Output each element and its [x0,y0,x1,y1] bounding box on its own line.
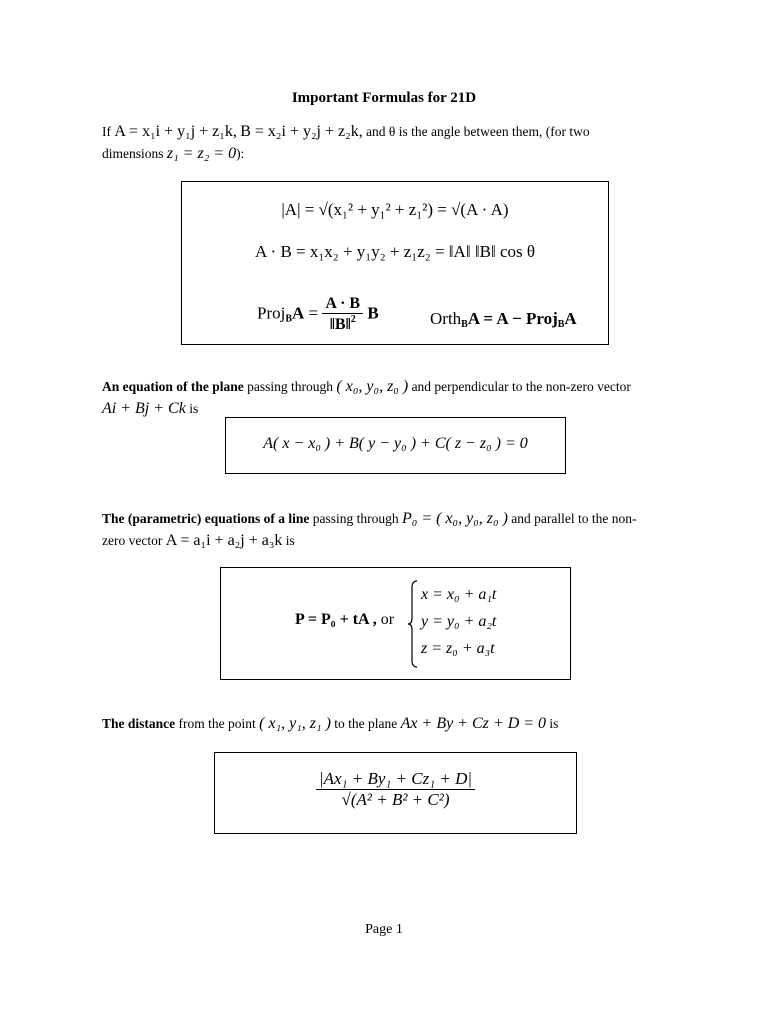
plane-equation: A( x − x₀ ) + B( y − y₀ ) + C( z − z₀ ) = 0 [263,435,528,452]
page-number: Page 1 [365,922,403,937]
distance-fraction [215,769,576,810]
proj-label: Proj [257,303,286,323]
distance-formula-box [214,752,577,834]
intro-dimensions: dimensions [102,146,164,161]
plane-paragraph: An equation of the plane passing through ( x₀, y₀, z₀ ) and perpendicular to the non-zero vector Ai + Bj + Ck is [102,378,631,417]
vector-formulas-box [181,181,609,345]
intro-line2-suffix: ): [236,146,245,161]
direction-vector: A = a₁i + a₂j + a₃k [165,532,283,549]
line-vector-equation: P = P₀ + tA , or [295,611,395,628]
intro-and-theta: and θ [366,124,396,139]
orth-label: Orth [430,309,462,328]
intro-paragraph [102,121,702,165]
brace-icon [408,580,418,668]
intro-angle-text: is the angle between them, (for two [398,124,590,139]
projection-formula: Proj$_B$A = $\frac{A \cdot B}{‖B‖^2}$ B [257,295,379,333]
parametric-z: z = z₀ + a₃t [421,640,495,657]
line-paragraph: The (parametric) equations of a line passing through P₀ = ( x₀, y₀, z₀ ) and parallel to the non- zero vector A = a₁i + a₂j + a₃k is [102,510,637,549]
distance-numerator: |Ax₁ + By₁ + Cz₁ + D| [316,769,475,790]
two-dimension-condition: z₁ = z₂ = 0 [166,145,237,162]
orth-rhs: A = A − Proj [467,309,558,328]
plane-general-equation: Ax + By + Cz + D = 0 [400,715,547,732]
dot-product-formula: A · B = x₁x₂ + y₁y₂ + z₁z₂ = ‖A‖ ‖B‖ cos θ [254,242,536,261]
intro-if: If [102,124,111,139]
plane-equation-box [225,417,566,474]
line-equation-box [220,567,571,680]
vector-b-definition: B = x₂i + y₂j + z₂k, [240,123,363,140]
plane-point: ( x₀, y₀, z₀ ) [336,378,409,395]
magnitude-formula: |A| = √(x₁² + y₁² + z₁²) = √(A · A) [281,200,509,219]
distance-point: ( x₁, y₁, z₁ ) [259,715,331,732]
proj-subscript: B [285,313,293,325]
parametric-y: y = y₀ + a₂t [421,613,497,630]
page-title: Important Formulas for 21D [291,90,477,106]
normal-vector: Ai + Bj + Ck [102,400,186,417]
vector-a-definition: A = x₁i + y₁j + z₁k, [114,123,237,140]
line-point: P₀ = ( x₀, y₀, z₀ ) [401,510,508,527]
distance-lead: The distance [102,716,176,731]
plane-lead: An equation of the plane [102,379,244,394]
line-lead: The (parametric) equations of a line [102,511,310,526]
orthogonal-formula: Orth$_B$A = A − Proj$_B$A [430,309,577,330]
parametric-x: x = x₀ + a₁t [421,586,497,603]
distance-paragraph: The distance from the point ( x₁, y₁, z₁ ) to the plane Ax + By + Cz + D = 0 is [102,715,559,732]
distance-denominator: √(A² + B² + C²) [341,790,450,809]
